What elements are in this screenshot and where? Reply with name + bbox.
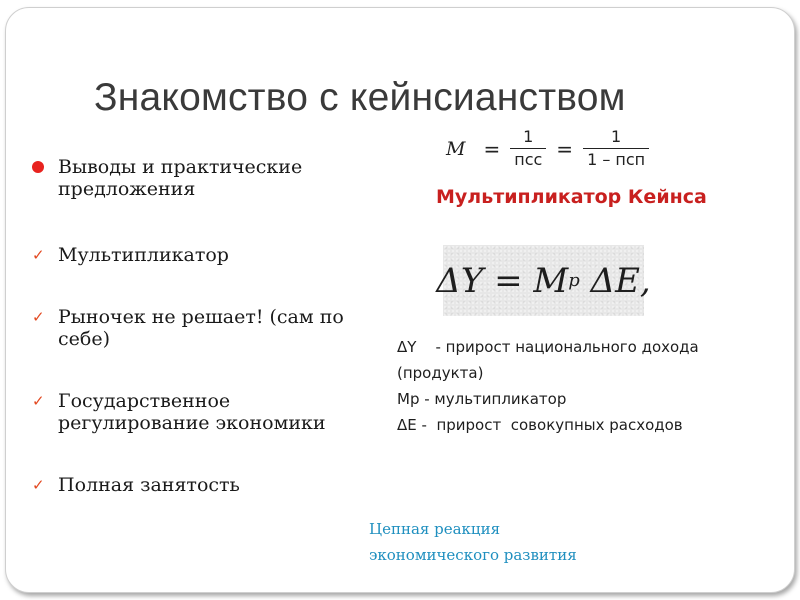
fraction-bar	[510, 148, 546, 149]
formula-lhs: M	[446, 137, 466, 160]
checkmark-icon: ✓	[32, 392, 45, 410]
formula-delta-y: ΔY	[436, 260, 484, 301]
formula-equals: =	[483, 136, 501, 161]
caption-line: Цепная реакция	[369, 520, 501, 538]
slide	[5, 7, 795, 593]
bullet-text: Государственное регулирование экономики	[58, 390, 326, 434]
fraction-bar	[583, 148, 649, 149]
bullet-dot-icon	[32, 156, 52, 178]
checkmark-icon: ✓	[32, 308, 45, 326]
income-growth-formula	[436, 245, 651, 316]
formula-subscript: p	[568, 270, 580, 291]
bullet-item	[30, 390, 350, 434]
fraction-denominator: псс	[514, 150, 543, 169]
legend-line: ΔE - прирост совокупных расходов	[397, 416, 683, 434]
bullet-text: Выводы и практические предложения	[58, 156, 303, 200]
bullet-text: Рыночек не решает! (сам по себе)	[58, 306, 344, 350]
formula-fraction-1	[510, 128, 546, 169]
fraction-numerator: 1	[523, 127, 534, 146]
bullet-text: Мультипликатор	[58, 244, 229, 266]
caption-line: экономического развития	[369, 546, 577, 564]
slide-title: Знакомство с кейнсианством	[94, 76, 626, 119]
formula-equals: =	[556, 136, 574, 161]
formula-legend	[397, 336, 737, 440]
formula-fraction-2	[583, 128, 649, 169]
legend-line: (продукта)	[397, 364, 484, 382]
fraction-denominator: 1 – псп	[587, 150, 646, 169]
legend-line: ΔY - прирост национального дохода	[397, 338, 699, 356]
multiplier-formula	[446, 128, 649, 169]
formula-equals: =	[483, 260, 534, 301]
legend-line: Мр - мультипликатор	[397, 390, 567, 408]
formula-delta-e: ΔE,	[579, 260, 651, 301]
bullet-item	[30, 306, 350, 350]
multiplier-heading: Мультипликатор Кейнса	[436, 186, 707, 208]
bullet-text: Полная занятость	[58, 474, 240, 496]
checkmark-icon: ✓	[32, 476, 45, 494]
bullet-item	[30, 156, 350, 200]
formula-m: M	[533, 260, 569, 301]
checkmark-icon: ✓	[32, 246, 45, 264]
bullet-item	[30, 244, 350, 266]
bullet-list	[30, 156, 350, 496]
bullet-item	[30, 474, 350, 496]
fraction-numerator: 1	[611, 127, 622, 146]
chain-reaction-caption	[369, 516, 577, 568]
